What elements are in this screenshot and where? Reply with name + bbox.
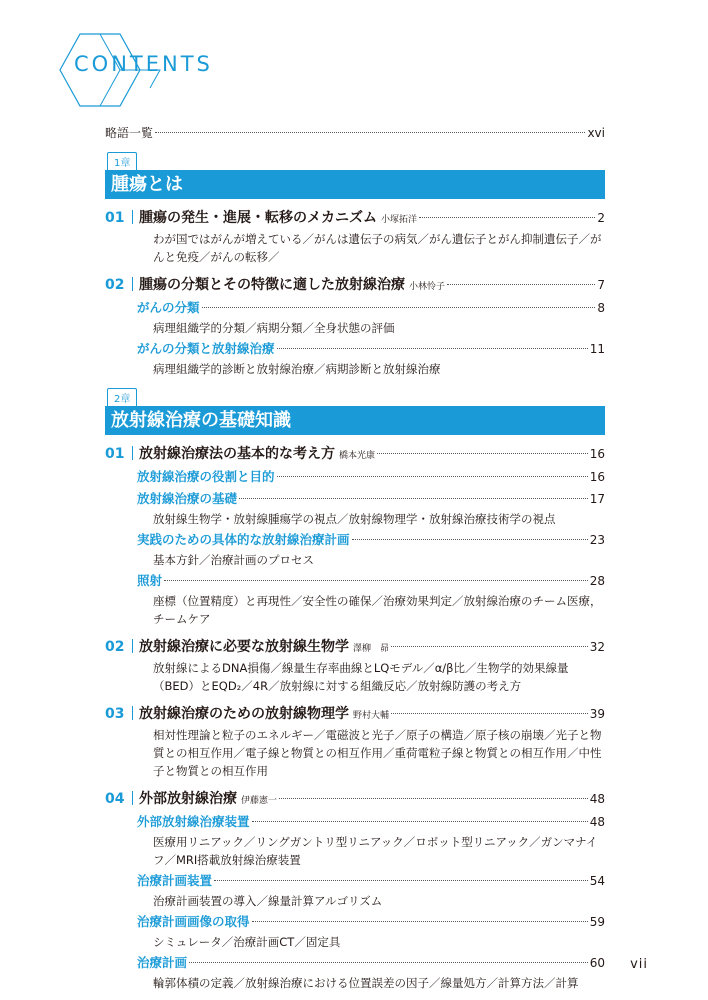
section-description: わが国ではがんが増えている／がんは遺伝子の病気／がん遺伝子とがん抑制遺伝子／がんと免疫／がんの転移／ xyxy=(153,232,602,264)
section-number: 02 xyxy=(105,639,125,655)
subsection-entry[interactable] xyxy=(105,571,605,591)
section-entry[interactable] xyxy=(105,788,605,810)
subsection-description: 治療計画装置の導入／線量計算アルゴリズム xyxy=(153,894,383,908)
page-number: 8 xyxy=(597,301,605,315)
chapter-title[interactable]: 放射線治療の基礎知識 xyxy=(105,406,605,435)
dot-leader xyxy=(391,713,588,714)
page-number: 39 xyxy=(589,707,605,721)
section-divider xyxy=(132,791,133,805)
section-number: 01 xyxy=(105,446,125,462)
page-number: 60 xyxy=(589,956,605,970)
folio: vii xyxy=(630,957,648,972)
section-number: 03 xyxy=(105,706,125,722)
abbrev-label: 略語一覧 xyxy=(105,126,154,140)
dot-leader xyxy=(277,476,588,477)
chapter-tag: 1章 xyxy=(107,152,137,170)
section-author: 小塚拓洋 xyxy=(381,215,418,225)
section-divider xyxy=(132,446,133,460)
subsection-description: 医療用リニアック／リングガントリ型リニアック／ロボット型リニアック／ガンマナイフ／MRI搭載放射線治療装置 xyxy=(153,835,598,867)
section-author: 橋本光康 xyxy=(339,451,376,461)
dot-leader xyxy=(391,646,588,647)
subsection-description: 病理組織学的診断と放射線治療／病期診断と放射線治療 xyxy=(153,362,441,376)
subsection-entry[interactable] xyxy=(105,953,605,973)
dot-leader xyxy=(155,132,585,133)
subsection-title: 外部放射線治療装置 xyxy=(137,814,250,829)
subsection-entry[interactable] xyxy=(105,871,605,891)
page-number: 7 xyxy=(597,278,605,292)
page-number: 17 xyxy=(589,492,605,506)
subsection-entry[interactable] xyxy=(105,467,605,487)
page-number: 48 xyxy=(589,815,605,829)
section-description: 放射線によるDNA損傷／線量生存率曲線とLQモデル／α/β比／生物学的効果線量（BED）とEQD₂／4R／放射線に対する組織反応／放射線防護の考え方 xyxy=(153,661,569,693)
section-author: 小林怜子 xyxy=(409,282,446,292)
chapter-tag: 2章 xyxy=(107,388,137,406)
dot-leader xyxy=(214,880,588,881)
section-title: 放射線治療法の基本的な考え方 xyxy=(139,446,335,462)
page-number: 2 xyxy=(597,211,605,225)
section-entry[interactable] xyxy=(105,636,605,658)
page-number: 16 xyxy=(589,470,605,484)
subsection-description: 放射線生物学・放射線腫瘍学の視点／放射線物理学・放射線治療技術学の視点 xyxy=(153,512,556,526)
section-number: 01 xyxy=(105,210,125,226)
section-author: 野村大輔 xyxy=(353,711,390,721)
dot-leader xyxy=(377,453,588,454)
dot-leader xyxy=(252,921,588,922)
page-number: 48 xyxy=(589,792,605,806)
section-author: 澤柳 昴 xyxy=(353,644,390,654)
subsection-title: 治療計画画像の取得 xyxy=(137,914,250,929)
subsection-description: 病理組織学的分類／病期分類／全身状態の評価 xyxy=(153,321,395,335)
section-title: 放射線治療に必要な放射線生物学 xyxy=(139,639,349,655)
page-number: 23 xyxy=(589,533,605,547)
page-number: xvi xyxy=(587,126,605,140)
section-description: 相対性理論と粒子のエネルギー／電磁波と光子／原子の構造／原子核の崩壊／光子と物質との相互作用／電子線と物質との相互作用／重荷電粒子線と物質との相互作用／中性子と物質との相互作用 xyxy=(153,728,602,778)
page-title: CONTENTS xyxy=(74,52,213,76)
dot-leader xyxy=(202,307,596,308)
dot-leader xyxy=(164,580,588,581)
page-number: 11 xyxy=(589,342,605,356)
subsection-title: がんの分類 xyxy=(137,300,200,315)
section-entry[interactable] xyxy=(105,274,605,296)
section-title: 外部放射線治療 xyxy=(139,791,237,807)
abbrev-entry[interactable] xyxy=(105,124,605,144)
chapter-title[interactable]: 腫瘍とは xyxy=(105,170,605,199)
dot-leader xyxy=(239,498,588,499)
subsection-entry[interactable] xyxy=(105,912,605,932)
section-title: 腫瘍の発生・進展・転移のメカニズム xyxy=(139,210,377,226)
subsection-title: 放射線治療の基礎 xyxy=(137,491,238,506)
section-divider xyxy=(132,277,133,291)
section-divider xyxy=(132,639,133,653)
page-number: 28 xyxy=(589,574,605,588)
section-entry[interactable] xyxy=(105,443,605,465)
dot-leader xyxy=(277,348,588,349)
section-entry[interactable] xyxy=(105,207,605,229)
dot-leader xyxy=(279,798,588,799)
dot-leader xyxy=(189,962,588,963)
subsection-entry[interactable] xyxy=(105,489,605,509)
subsection-description: 輪郭体積の定義／放射線治療における位置誤差の因子／線量処方／計算方法／計算 xyxy=(153,976,579,990)
page-number: 59 xyxy=(589,915,605,929)
section-author: 伊藤憲一 xyxy=(241,796,278,806)
section-number: 04 xyxy=(105,791,125,807)
table-of-contents xyxy=(105,124,605,994)
dot-leader xyxy=(447,284,595,285)
subsection-entry[interactable] xyxy=(105,339,605,359)
section-title: 腫瘍の分類とその特徴に適した放射線治療 xyxy=(139,277,405,293)
subsection-title: 照射 xyxy=(137,573,163,588)
subsection-description: シミュレータ／治療計画CT／固定具 xyxy=(153,935,341,949)
subsection-title: 治療計画装置 xyxy=(137,873,213,888)
page-number: 54 xyxy=(589,874,605,888)
subsection-title: 実践のための具体的な放射線治療計画 xyxy=(137,532,350,547)
section-divider xyxy=(132,706,133,720)
subsection-entry[interactable] xyxy=(105,812,605,832)
page-number: 16 xyxy=(589,447,605,461)
section-entry[interactable] xyxy=(105,703,605,725)
subsection-entry[interactable] xyxy=(105,298,605,318)
section-number: 02 xyxy=(105,277,125,293)
subsection-description: 基本方針／治療計画のプロセス xyxy=(153,553,314,567)
page-number: 32 xyxy=(589,640,605,654)
dot-leader xyxy=(352,539,588,540)
subsection-title: 放射線治療の役割と目的 xyxy=(137,469,275,484)
subsection-title: 治療計画 xyxy=(137,955,188,970)
subsection-title: がんの分類と放射線治療 xyxy=(137,341,275,356)
section-divider xyxy=(132,210,133,224)
dot-leader xyxy=(419,217,595,218)
subsection-entry[interactable] xyxy=(105,530,605,550)
dot-leader xyxy=(252,821,588,822)
section-title: 放射線治療のための放射線物理学 xyxy=(139,706,349,722)
subsection-description: 座標（位置精度）と再現性／安全性の確保／治療効果判定／放射線治療のチーム医療，チームケア xyxy=(153,594,602,626)
